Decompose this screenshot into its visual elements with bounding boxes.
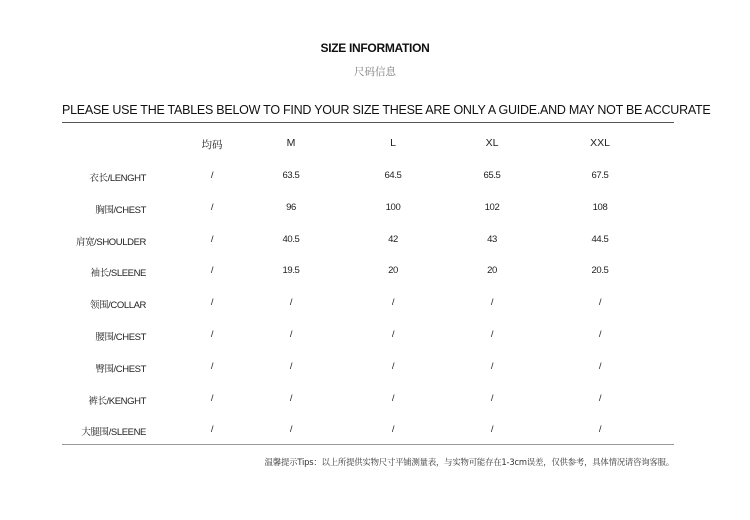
table-cell: /: [210, 424, 214, 435]
table-cell: 42: [388, 234, 398, 245]
table-cell: 102: [484, 202, 500, 213]
table-cell: /: [289, 329, 293, 340]
row-label: 臀围/CHEST: [95, 364, 146, 375]
table-cell: /: [210, 170, 214, 181]
table-cell: 43: [487, 234, 497, 245]
table-cell: 44.5: [591, 234, 609, 245]
table-cell: /: [289, 424, 293, 435]
table-cell: 40.5: [282, 234, 300, 245]
row-label: 腰围/CHEST: [95, 332, 146, 343]
table-cell: /: [289, 297, 293, 308]
table-cell: /: [490, 393, 494, 404]
table-cell: /: [598, 361, 602, 372]
table-cell: /: [289, 393, 293, 404]
table-cell: /: [210, 393, 214, 404]
table-cell: /: [210, 297, 214, 308]
row-label: 胸围/CHEST: [95, 205, 146, 216]
table-cell: /: [391, 424, 395, 435]
column-header-xl: XL: [485, 137, 499, 149]
row-label: 肩宽/SHOULDER: [75, 237, 146, 248]
table-cell: /: [490, 424, 494, 435]
top-divider: [62, 122, 674, 123]
row-label: 袖长/SLEENE: [90, 268, 146, 279]
table-cell: /: [210, 361, 214, 372]
table-cell: 64.5: [384, 170, 402, 181]
table-cell: /: [210, 265, 214, 276]
table-cell: 63.5: [282, 170, 300, 181]
column-header-m: M: [286, 137, 296, 149]
bottom-divider: [62, 444, 674, 445]
table-cell: 67.5: [591, 170, 609, 181]
column-header-xxl: XXL: [590, 137, 610, 149]
table-cell: 96: [286, 202, 296, 213]
table-cell: 19.5: [282, 265, 300, 276]
table-cell: /: [210, 202, 214, 213]
table-cell: /: [598, 297, 602, 308]
table-cell: /: [391, 329, 395, 340]
table-cell: /: [289, 361, 293, 372]
table-cell: /: [210, 329, 214, 340]
table-cell: /: [490, 361, 494, 372]
table-cell: 108: [592, 202, 608, 213]
table-cell: /: [598, 329, 602, 340]
table-cell: /: [490, 329, 494, 340]
table-cell: /: [391, 393, 395, 404]
page-subtitle: 尺码信息: [354, 66, 396, 78]
guide-notice: PLEASE USE THE TABLES BELOW TO FIND YOUR SIZE THESE ARE ONLY A GUIDE.AND MAY NOT BE ACCURATE: [62, 103, 711, 117]
table-cell: 20: [388, 265, 398, 276]
row-label: 领围/COLLAR: [89, 300, 146, 311]
column-header-l: L: [390, 137, 396, 149]
table-cell: 100: [385, 202, 401, 213]
table-cell: 20: [487, 265, 497, 276]
table-cell: /: [598, 424, 602, 435]
row-label: 大腿围/SLEENE: [81, 427, 146, 438]
page-title: SIZE INFORMATION: [320, 41, 430, 55]
column-header-one-size: 均码: [201, 139, 223, 151]
tips-note: 温馨提示Tips：以上所提供实物尺寸平铺测量表，与实物可能存在1-3cm误差，仅供参考，具体情况请咨询客服。: [264, 457, 674, 467]
table-cell: /: [598, 393, 602, 404]
row-label: 裤长/KENGHT: [88, 396, 146, 407]
table-cell: 65.5: [483, 170, 501, 181]
table-cell: /: [391, 361, 395, 372]
row-label: 衣长/LENGHT: [89, 173, 146, 184]
table-cell: /: [391, 297, 395, 308]
table-cell: /: [210, 234, 214, 245]
table-cell: /: [490, 297, 494, 308]
table-cell: 20.5: [591, 265, 609, 276]
